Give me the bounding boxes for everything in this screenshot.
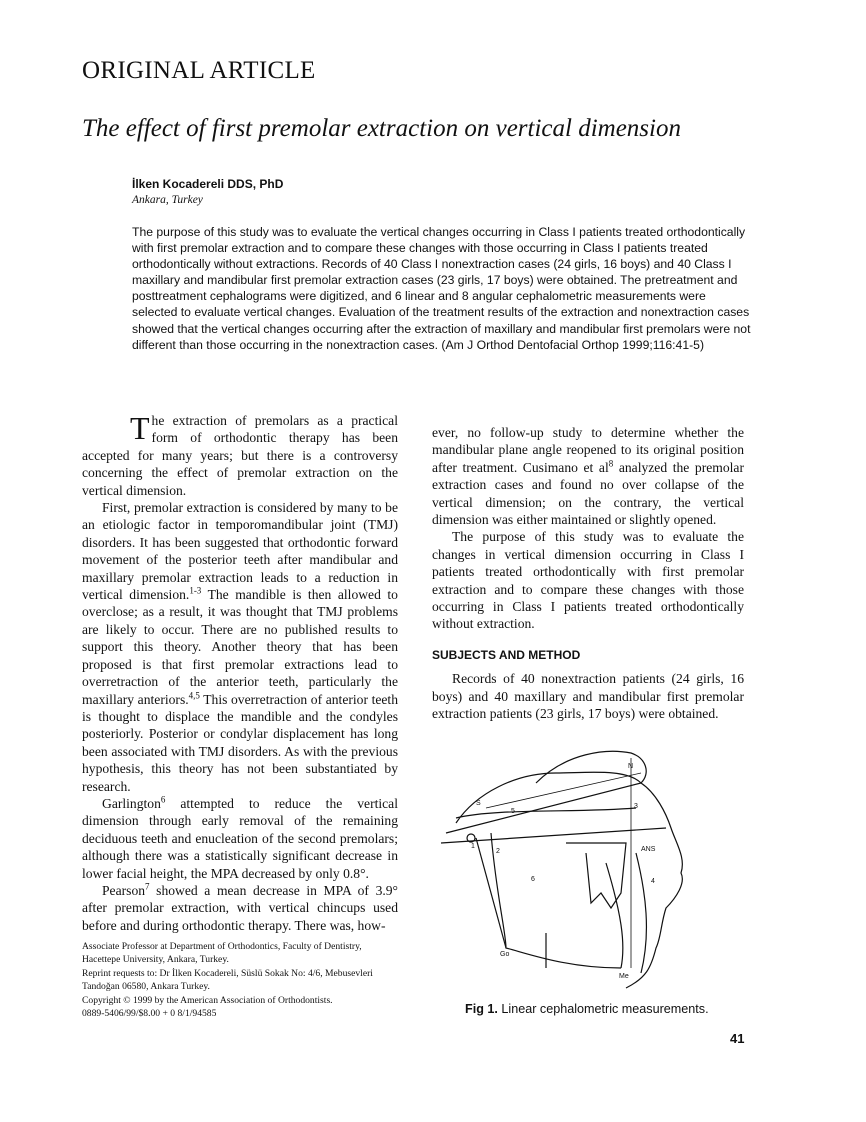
text: First, premolar extraction is considered by many to be an etiologic factor in temporomandibular joint (TMJ) disorders. It has been suggested that orthodontic forward movement of the posterior teeth after mandibular and maxillary premolar extraction leads to a reduction in vertical dimension. (82, 500, 398, 603)
citation: 8 (608, 458, 614, 469)
abstract: The purpose of this study was to evaluate the vertical changes occurring in Class I patients treated orthodontically with first premolar extraction and to compare these changes with those occurring in Class I patients treated orthodontically without extractions. Records of 40 Class I nonextraction cases (24 girls, 16 boys) and 40 Class I maxillary and mandibular first premolar extraction cases (23 girls, 17 boys) were obtained. The pretreatment and posttreatment cephalograms were digitized, and 6 linear and 8 angular cephalometric measurements were selected to evaluate vertical changes. Evaluation of the treatment results of the extraction and nonextraction cases showed that the vertical changes occurring after the extraction of maxillary and mandibular first premolars were not different than those occurring in the nonextraction cases. (Am J Orthod Dentofacial Orthop 1999;116:41-5) (132, 225, 751, 352)
text: This overretraction of anterior teeth is thought to displace the mandible and the condyles posteriorly. Posterior or condylar displacement has long been associated with TMJ disorders. As with the previous hypothesis, this theory has not been substantiated by research. (82, 691, 398, 794)
text: The mandible is then allowed to overclose; as a result, it was thought that TMJ problems are likely to occur. There are no published results to support this theory. Another theory that has been proposed is that first premolar extractions lead to overretraction of the anterior teeth, particularly the maxillary anteriors. (82, 587, 398, 707)
figure-cephalometric-tracing (436, 733, 746, 998)
section-heading: SUBJECTS AND METHOD (432, 647, 581, 662)
text: Garlington (102, 795, 161, 811)
drop-cap: T (130, 410, 150, 446)
text: he extraction of premolars as a practical form of orthodontic therapy has been accepted for many years; but there is a controversy concerning the effect of premolar extraction on the vertical dimension. (82, 413, 398, 498)
text: Pearson (102, 882, 146, 898)
cephalometric-drawing (436, 733, 746, 998)
paragraph (82, 882, 398, 934)
figure-mark: 4 (651, 878, 655, 885)
caption-text: Linear cephalometric measurements. (497, 1002, 709, 1016)
paragraph (82, 499, 398, 795)
footnote-line: Copyright © 1999 by the American Association of Orthodontists. (82, 994, 333, 1006)
figure-mark: 5 (511, 808, 515, 815)
footnote-line: Hacettepe University, Ankara, Turkey. (82, 954, 229, 966)
body-column-left (82, 412, 398, 934)
figure-label: Fig 1. (465, 1002, 498, 1016)
footnote-line: Associate Professor at Department of Orthodontics, Faculty of Dentistry, (82, 941, 362, 952)
text: Records of 40 nonextraction patients (24 girls, 16 boys) and 40 maxillary and mandibular first premolar extraction patients (23 girls, 17 boys) were obtained. (432, 671, 744, 722)
figure-mark: 1 (471, 843, 475, 850)
figure-mark: ANS (641, 846, 656, 853)
text: ever, no follow-up study to determine whether the mandibular plane angle reopened to its original position after treatment. Cusimano et al (432, 425, 744, 475)
figure-mark: S (476, 800, 481, 807)
citation: 6 (160, 794, 166, 805)
footnote-line: Reprint requests to: Dr İlken Kocadereli, Süslü Sokak No: 4/6, Mebusevleri (82, 967, 373, 979)
figure-mark: 2 (496, 848, 500, 855)
footnotes (82, 940, 400, 1020)
article-title: The effect of first premolar extraction on vertical dimension (82, 115, 681, 142)
text: The purpose of this study was to evaluate the changes in vertical dimension occurring in Class I patients treated orthodontically with first premolar extraction and to compare these changes with those occurring in Class I patients treated orthodontically without extraction. (432, 529, 744, 632)
author-name: İlken Kocadereli DDS, PhD (132, 177, 284, 191)
figure-mark: 6 (531, 876, 535, 883)
paragraph (432, 424, 744, 528)
citation: 4,5 (188, 689, 200, 700)
figure-mark: Me (619, 973, 629, 980)
figure-caption (465, 1002, 709, 1016)
paragraph (432, 528, 744, 632)
figure-mark: 3 (634, 803, 638, 810)
section-label: ORIGINAL ARTICLE (82, 57, 316, 84)
body-column-right (432, 424, 744, 723)
paragraph (82, 412, 398, 499)
text: attempted to reduce the vertical dimension through early removal of the remaining deciduous teeth and enucleation of the second premolars; although there was a statistically significant decrease in lower facial height, the MPA decreased by only 0.8°. (82, 795, 398, 881)
paragraph (82, 795, 398, 882)
paragraph (432, 670, 744, 722)
citation: 7 (145, 881, 150, 892)
figure-mark: Go (500, 951, 510, 958)
footnote-line: Tandoğan 06580, Ankara Turkey. (82, 981, 210, 993)
text: analyzed the premolar extraction cases and found no over collapse of the vertical dimension; on the contrary, the vertical dimension was either maintained or slightly opened. (432, 459, 744, 528)
citation: 1-3 (189, 585, 202, 596)
figure-mark: N (628, 763, 634, 770)
page-number: 41 (730, 1031, 745, 1046)
footnote-line: 0889-5406/99/$8.00 + 0 8/1/94585 (82, 1008, 217, 1020)
author-location: Ankara, Turkey (132, 194, 203, 206)
text: showed a mean decrease in MPA of 3.9° after premolar extraction, with vertical chincups used before and during orthodontic therapy. There was, how- (82, 882, 398, 933)
